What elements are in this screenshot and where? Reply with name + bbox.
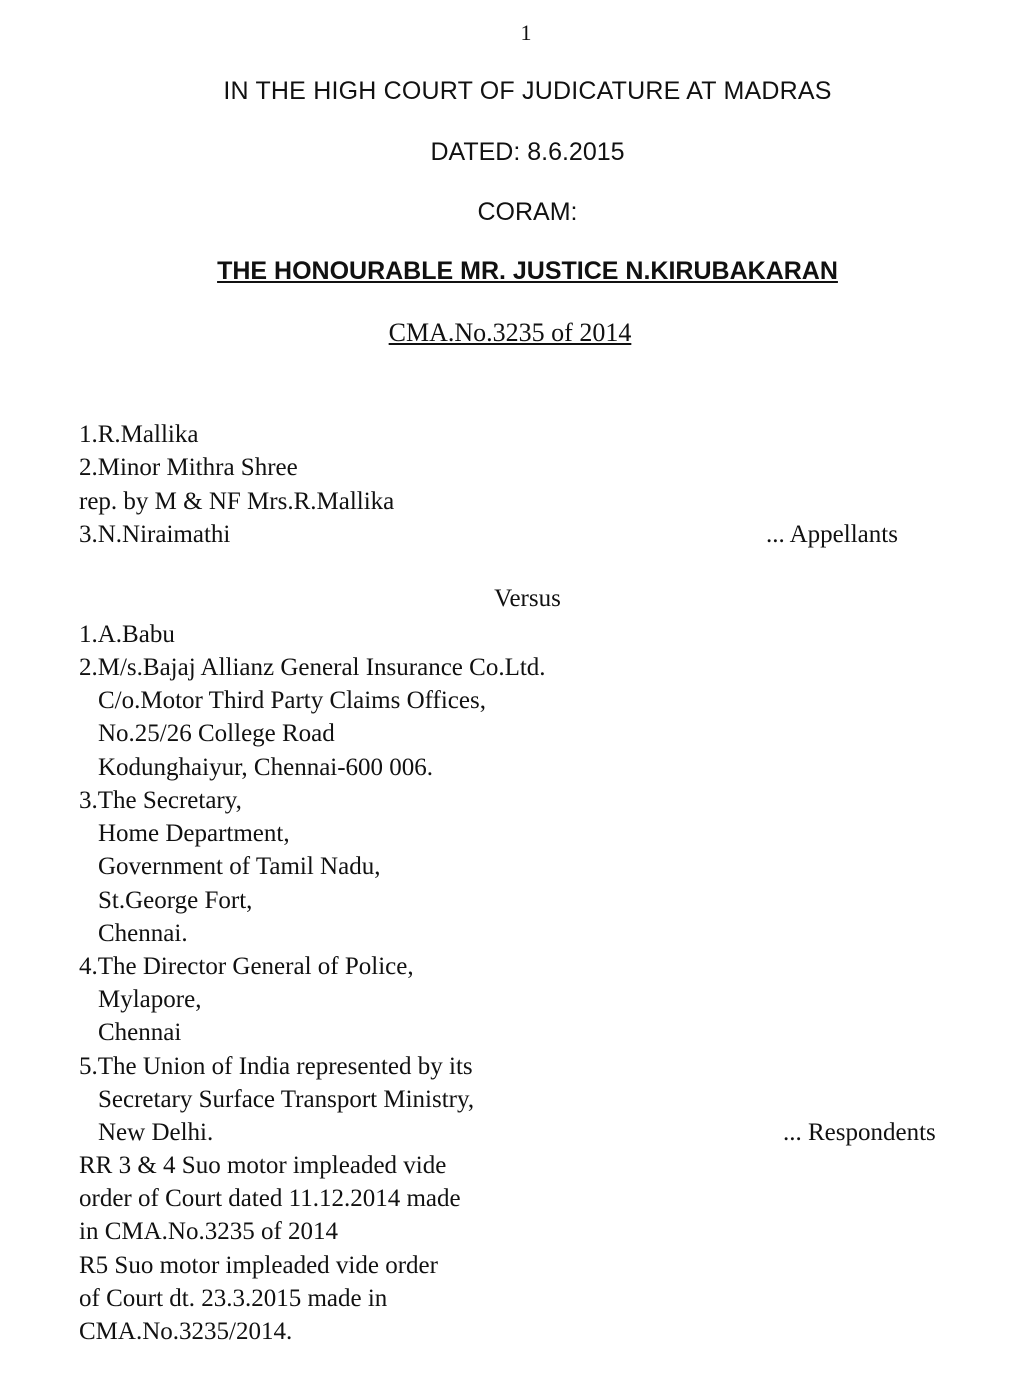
note-line: R5 Suo motor impleaded vide order (79, 1252, 438, 1279)
note-line: in CMA.No.3235 of 2014 (79, 1218, 339, 1245)
appellant-line: 2.Minor Mithra Shree (79, 454, 298, 481)
respondent-line: Home Department, (98, 820, 290, 847)
respondent-line: 4.The Director General of Police, (79, 953, 414, 980)
respondent-line: 1.A.Babu (79, 621, 175, 648)
respondent-line: 3.The Secretary, (79, 787, 242, 814)
note-line: CMA.No.3235/2014. (79, 1318, 293, 1345)
coram: CORAM: (477, 198, 578, 226)
appellant-line: rep. by M & NF Mrs.R.Mallika (79, 488, 395, 515)
case-number: CMA.No.3235 of 2014 (388, 318, 632, 347)
judge-name: THE HONOURABLE MR. JUSTICE N.KIRUBAKARAN (217, 257, 838, 285)
respondent-line: St.George Fort, (98, 887, 253, 914)
respondent-line: C/o.Motor Third Party Claims Offices, (98, 687, 486, 714)
respondent-line: No.25/26 College Road (98, 720, 335, 747)
appellant-line: 3.N.Niraimathi (79, 521, 231, 548)
respondent-line: Mylapore, (98, 986, 202, 1013)
court-title: IN THE HIGH COURT OF JUDICATURE AT MADRAS (223, 77, 832, 105)
respondent-line: Government of Tamil Nadu, (98, 853, 381, 880)
versus: Versus (494, 585, 561, 612)
respondent-line: 5.The Union of India represented by its (79, 1053, 473, 1080)
dated: DATED: 8.6.2015 (430, 138, 625, 166)
respondent-line: Chennai. (98, 920, 188, 947)
respondent-line: Secretary Surface Transport Ministry, (98, 1086, 475, 1113)
page-number: 1 (520, 20, 532, 45)
note-line: order of Court dated 11.12.2014 made (79, 1185, 461, 1212)
appellant-line: 1.R.Mallika (79, 421, 199, 448)
appellants-label: ... Appellants (766, 521, 898, 548)
note-line: RR 3 & 4 Suo motor impleaded vide (79, 1152, 447, 1179)
respondent-line: New Delhi. (98, 1119, 214, 1146)
respondent-line: Kodunghaiyur, Chennai-600 006. (98, 754, 434, 781)
note-line: of Court dt. 23.3.2015 made in (79, 1285, 388, 1312)
respondents-label: ... Respondents (783, 1119, 936, 1146)
respondent-line: Chennai (98, 1019, 182, 1046)
respondent-line: 2.M/s.Bajaj Allianz General Insurance Co.Ltd. (79, 654, 546, 681)
